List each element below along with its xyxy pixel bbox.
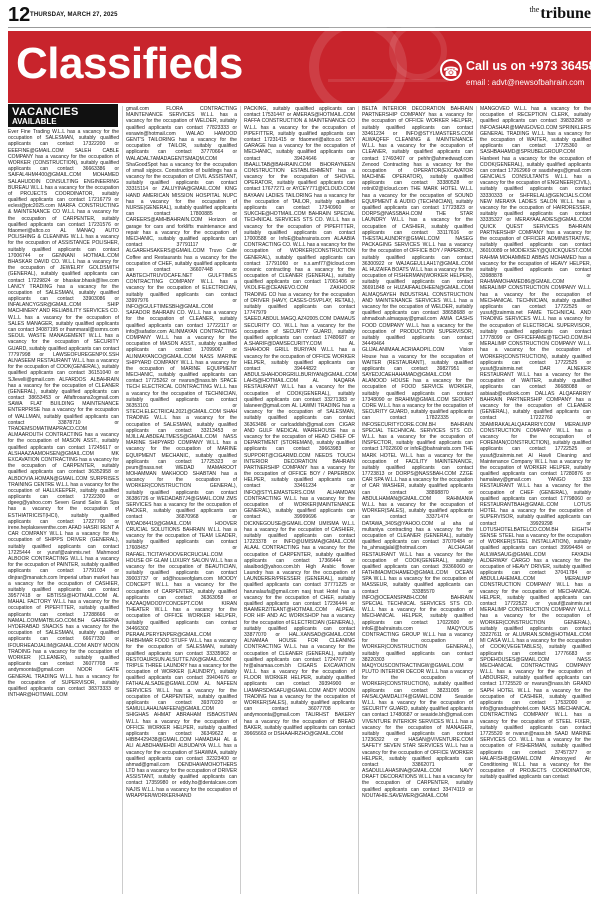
column-divider [240, 106, 241, 894]
listing-column-4 [362, 106, 473, 894]
vacancies-subtitle: AVAILABLE [12, 117, 57, 126]
listing-text: MANGOVEO W.L.L has a vacancy for the occupation of RECEPTION CLERK, suitably qualified applicants can contact 39833298 or INFOASHAR@MANGOVEO.COM SPRINKLERS GENERAL TRADING W.L.L has a vacancy for the occupation of WAITER, suitably qualified applicants can contact 17725360 or SASHBAHAMD@SPRUBELGROUP.COM Hanbeet has a vacancy for the occupation of COOK(GENERAL), suitably qualified applicants can contact 17262969 or saudshegs@gmail.com GENCIALS CONSULTANTS W.L.L has a vacancy for the occupation of ENGINEER(CIVIL), suitably qualified applicants can contact 33330333 or SHFRELALI@GENCIALS.COM NEW MERAYA LADIES SALON W.L.L has a vacancy for the occupation of HAIRDRESSER, suitably qualified applicants can contact 33335327 or MERAYAALADIES@GMAIL.COM QUICK QUEST SERVICES BAHRAIN PARTNERSHIP COMPANY has a vacancy for the occupation of OFFICER ADMINISTRATIVE, suitably qualified applicants can contact 36010089 or MODIEXSEY@QUICKQUEST.COM RAHMA MOHAMMED ABBAS MOHAMED has a vacancy for the occupation of HEAVY HELPER, suitably qualified applicants can contact 33988878 or RAHMAMOHAMED86@GMAIL.COM MERALIMP CONSTRUCTION COMPANY W.L.L has a vacancy for the occupation of MECHANICAL TECHNICIAN, suitably qualified applicants can contact 17722525 or yusuf@zainmis.net FAME TECHNICAL AND TRADING SERVICES W.L.L has a vacancy for the occupation of ELECTRICAL SUPERVISOR, suitably qualified applicants can contact 17778099 or OFFICEFAME@TECHO.COM.BH MERALIMP CONSTRUCTION COMPANY W.L.L has a vacancy for the occupation of WORKER(CONSTRUCTION), suitably qualified applicants can contact 17722525 or yusuf@zainmis.net DAR ALNEKER RESTAURANT W.L.L has a vacancy for the occupation of WAITER, suitably qualified applicants can contact 36688088 or asbiaab@outlook.com DALLAS ALQAFARRIY BAHRAIN PARTNERSHIP COMPANY has a vacancy for the occupation of CLEANER (GENERAL), suitably qualified applicants can contact 17222760 or 30AMIRAKALALQAFARRIY.COM MERALIMP CONSTRUCTION COMPANY W.L.L has a vacancy for the occupation of FOREMAN(CONSTRUCTION), suitably qualified applicants can contact 17722525 or yusuf@zainmis.net Al Hawli Cleaning and Maintenance Company W.L.L has a vacancy for the occupation of WORKER HELPER, suitably qualified applicants can contact 17280876 or hamalawy@gmail.com YANGO 333 RESTAURANT W.L.L has a vacancy for the occupation of CHEF (GENERAL), suitably qualified applicants can contact 17798060 or RESTAURANTBAH@GMAIL.COM LOTUS HOTEL has a vacancy for the occupation of SUPERVISOR, suitably qualified applicants can contact 39929298 or LOTUSHOTELBATELCO.COM.BH EIGHTH SENSE STEEL has a vacancy for the occupation of WORKER(STEEL INSTALLATION), suitably qualified applicants can contact 39994484 or AULWASAUG@GMAIL.COM FAYADH ALDERWAY CARGO has a vacancy for the occupation of HEAVY DRIVER, suitably qualified applicants can contact 37041784 or ABDULLAHEMAIL.COM MERALIMP CONSTRUCTION COMPANY W.L.L has a vacancy for the occupation of MECHANICAL HELPER, suitably qualified applicants can contact 17722522 or yusuf@zainmis.net MERALIMP CONSTRUCTION COMPANY W.L.L has a vacancy for the occupation of WORKER(CONSTRUCTION GENERAL), suitably qualified applicants can contact 33227611 or ALUMRAN.SOM@HOTMAIL.COM MI CASA W.L.L has a vacancy for the occupation of COOK(VEGETABLES), suitably qualified applicants can contact 17776683 or SPOEHOUSES@GMAIL.COM NASS MECHANICAL CONTRACTING COMPANY W.L.L has a vacancy for the occupation of LABOURER, suitably qualified applicants can contact 17725520 or nvarun@nass.bh GRAND SAPH HOTEL W.L.L has a vacancy for the occupation of CASHIER, suitably qualified applicants can contact 17532000 or info@grandsaphhotel.com NASS MECHANICAL CONTRACTING COMPANY W.L.L has a vacancy for the occupation of STEEL FIXER, suitably qualified applicants can contact 17725520 or nvarun@nass.bh SAAD MARINE SERVICES CO. W.L.L has a vacancy for the occupation of FISHERMAN, suitably qualified applicants can contact 37457377 or HALAFISH8@GMAIL.COM Almooyyed Air Conditioning W.L.L has a vacancy for the occupation of PROJECTS COORDINATOR, suitably qualified applicants can contact [480, 106, 591, 781]
listing-text: gmail.com FLORA CONTRACTING MAINTENANCE SERVICES W.L.L has a vacancy for the occupation of WELDER, suitably qualified applicants can contact 77823333 or esrawin@hotmail.com WALAD HAMOOD GENT'S TAILORING has a vacancy for the occupation of TAILOR, suitably qualified applicants can contact 37770664 or WALADAL7AMADAGENTSMAQM.COM ShaGoodSpot has a vacancy for the occupation of small sipjocs. Construction of buildings has a vacancy for the occupation of CIVIL ASSISTANT, suitably qualified applicants can contact 33315114 or ZALUYINA@GMAIL.COM KING HAND AMERICAN MISSION HOSPITAL NUPC has a vacancy for the occupation of NURSE(GENERAL), suitably qualified applicants can contact 17800885 or CAREERS@AMHBAHRAIN.COM Horizon oil garage for cars and forklifts maintenance and repair has a vacancy for the occupation of MECHANIC, suitably qualified applicants can contact 37791117 or ALGAREHSAKERS@GMAIL.COM Truvo Cafe Coffee and Restaurants has a vacancy for the occupation of CHEF, suitably qualified applicants can contact 36607448 or AABTECHTRUVOCAFE.NET GULFTIMES CONTRACTING COMPANY W.L.L has a vacancy for the occupation of ELECTRICIAN, suitably qualified applicants can contact 33997976 or INFO@GULFTIMESBH@GMAIL.COM SAFADOR BAHRAIN CO. W.L.L has a vacancy for the occupation of CLEANER, suitably qualified applicants can contact 17722117 or info@safador.com ALINMAYAN CONTRACTING COMPANY W.L.L has a vacancy for the occupation of MASON ASST., suitably qualified applicants can contact 17099067 or ALINMAYANCO@GMAIL.COM NASS MARINE SHIPYARD COMPANY W.L.L has a vacancy for the occupation of MARINE EQUIPMENT MECHANIC, suitably qualified applicants can contact 17725262 or nvarun@nass.bh SPACE TECH ELECTRICAL CONTRACTING W.L.L has a vacancy for the occupation of TECHNICIAN, suitably qualified applicants can contact 36353101 or STECH.ELECTRICAL2021@GMAIL.COM SHAH TRADING W.L.L has a vacancy for the occupation of SALESMAN, suitably qualified applicants can contact 33213453 or MJILLALABDEALTMESS@GMAIL.COM NASS MARINE SHIPYARD COMPANY W.L.L has a vacancy for the occupation of MARINE EQUIPMENT MECHANIC, suitably qualified applicants can contact 17725323 or pvum@nass.net WEDAD MAMAROOT MOHAMMAN MAKHOOD SHABTAN has a vacancy for the occupation of WORKER(CONSTRUCTION GENERAL), suitably qualified applicants can contact 36386726 or WEDADAB7J4@GMAIL.COM ZMS SERVICES has a vacancy for the occupation of PACKER, suitably qualified applicants can contact 36870968 or WIDAD84419@GMAIL.COM HOOVER CRUCIAL SOLUTIONS BAHRAIN W.L.L has a vacancy for the occupation of TEAM LEADER, suitably qualified applicants can contact 17608457 or RAFAEL.TICITAYHOOVERCRUCIAL.COM HOUSE OF GLAM LUXURY SALON W.L.L has a vacancy for the occupation of BEAUTICIAN, suitably qualified applicants can contact 39003737 or sd@houseofglam.com MOODY CONCEPT W.L.L has a vacancy for the occupation of CARPENTER, suitably qualified applicants can contact 36363058 or KAZAAQMOODYCONCEPT.COM KIRAN THEATER W.L.L has a vacancy for the occupation of OFFICE WORKER HELPER, suitably qualified applicants can contact 34466302 or PERAALPERYENPER@GMAIL.COM RHIBHMAR FOOD STUFF W.L.L has a vacancy for the occupation of SALESMAN, suitably qualified applicants can contact 33335962 or RESTOAURSUN.ALSUTTE.NX@GMAIL.COM TRIPLE THREE LAUNDRY has a vacancy for the occupation of WORKER (LAUNDRY), suitably qualified applicants can contact 39404676 or FATHALALSADE@GMAIL.COM AL NAFEEN SERVICES W.L.L has a vacancy for the occupation of CARPENTER, suitably qualified applicants can contact 39370220 or SAMULLAHALNAFEEN@GMAIL.COM SHIGHAS AHMAT ABRAHAM ISBAOSTIAN W.L.L has a vacancy for the occupation of OFFICE WORKER HELPER, suitably qualified applicants can contact 36349622 or HIBB4429438@GMAIL.COM HAMADAH AL & ALI ALABDHAMEHDI ALBUDAIYA W.L.L has a vacancy for the occupation of SHAWMA, suitably qualified applicants can contact 32323400 or ahmad@gmail.com DENDHAIAMOHOTHERS LTD has a vacancy for the occupation of DRIVER ASSISTANT, suitably qualified applicants can contact 17359980 or eddy.ho@dentalcare.com NAJIS W.L.L has a vacancy for the occupation of WRAPPER/WORKER/HAND [126, 106, 237, 799]
banner-title: Classifieds [16, 39, 243, 88]
tribune-logo: $^{the}$tribune [529, 5, 591, 22]
column-divider [476, 106, 477, 894]
masthead [8, 4, 591, 26]
listing-text: Ever Fine Trading W.L.L has a vacancy for the occupation of SALESMAN, suitably qualified applicants can contact 17322200 or EEEFINE@GMAIL.COM SALEH CABLE COMPANY has a vacancy for the occupation of WORKER (CONSTRUCTION), suitably qualified applicants can contact 36663386 or SAIFAL4HM4400@GMAIL.COM MOHAMED SALAHUDDIN CONSULTING ENGINEERING BUREAU W.L.L has a vacancy for the occupation of PROJECTS COORDINATOR, suitably qualified applicants can contact 17216779 or eclesi@ptc2025.com MARFA CONSTRUCTING & MAINTENANCE CO W.L.L has a vacancy for the occupation of CARPENTER, suitably qualified applicants can contact 17231576 or fdaomeri@altco.co AL MANAQ AUTO POLISHING & CLEANING W.L.L has a vacancy for the occupation of ASSISTANCE POLISHER, suitably qualified applicants can contact 17006744 or GENNANI HOTMAIL.COM BHASKAR DAVID CO. W.L.L has a vacancy for the occupation of JEWELRY GOLDSMITH (GENERAL), suitably qualified applicants can contact 17229824 or bhaskar.bhask@live.com LANCY TRADING has a vacancy for the occupation of SALESMAN, suitably qualified applicants can contact 33903086 or INFALANCYGSR@GMAIL.COM SHIP MACHINERY AND RELIABILITY SERVICES CO. W.L.L has a vacancy for the occupation of SALES MANAGER, suitably qualified applicants can contact 34087195 or ihammaral@ssmrs.com SEOUL WASTE MANAGEMENT W.L.L has a vacancy for the occupation of SECURITY GUARD, suitably qualified applicants can contact 77797998 or LAWSEOFUREGENPIX.SSH ALNASEEM RESTAURANT W.L.L has a vacancy for the occupation of COOK(GENERAL), suitably qualified applicants can contact 36151040 or SJlevelli@gmail.com ALFARDOS ALBAHRAIN has a vacancy for the occupation of CLEANER (GENERAL), suitably qualified applicants can contact 38653453 or Alfaftrosans2ogmail.com SAWA FLAT BUILDING MAINTENANCE ENTERPRISE has a vacancy for the occupation of WALLMAN, suitably qualified applicants can contact 33878710 or TRADEMSOMATIMAPRACO.COM ALMAAROUTH CONTRACTING has a vacancy for the occupation of MASON ASST., suitably qualified applicants can contact 17245617 or ALSHAAZAAMOHSEN@GMAIL.COM MK EXCAVATION CONTRACTING has a vacancy for the occupation of CARPENTER, suitably qualified applicants can contact 36352958 or ALBDOVIA.HOMAN@GMAIL.COM SURPRISES TRAINING CENTRE W.L.L has a vacancy for the occupation of HALLKEEPER, suitably qualified applicants can contact 17222300 or dgeeg@yahoo.com Seven Grand Salon & Spa has a vacancy for the occupation of ESTHIATRICIST(HCI), suitably qualified applicants can contact 17227700 or irene.heplakseventhe.com AFAD HASRI RENT A CAR COMPANY W.L.L has a vacancy for the occupation of SHIPPS DRIVER (GENERAL), suitably qualified applicants can contact 17225444 or yunsf@zainmis.net Mahmood ALBOOR CONTRACTING W.L.L has a vacancy for the occupation of PAINTER, suitably qualified applicants can contact 17791034 or dinjrar@manatch.com Imperial urban market has a vacancy for the occupation of CASHIER, suitably qualified applicants can contact 39577418 or EBTISSI@HOTMAIL.COM AL MAHAL FACTORY W.L.L has a vacancy for the occupation of PIPEFITTER, suitably qualified applicants can contact 17288666 or NAMAL.COMMATBLGO.COM.BH GAFEERNA HYDERABAD SNACKS has a vacancy for the occupation of SALESMAN, suitably qualified applicants can contact 66677330 or IFOURHEADJALIM@GMAIL.COM ANDY MOON TRADING has a vacancy for the occupation of WORKER (CLEANER), suitably qualified applicants can contact 36077708 or andymoonta@gmail.com NOOR GATE GENERAL TRADING W.L.L has a vacancy for the occupation of SUPERVISOR, suitably qualified applicants can contact 38373333 or INTHAR@HOTMAIL.COM [8, 129, 119, 699]
date-line: THURSDAY, MARCH 27, 2025 [30, 12, 118, 18]
listing-text: PACKING, suitably qualified applicants can contact 17531447 or AMERAS@HOTMAIL.COM RAFFA CONSTRUCTION & MAINTENANCE CO W.L.L has a vacancy for the occupation of PIPEFITTER, suitably qualified applicants can contact 17231415 or fdaomeri@altco.co SKY GARAGE has a vacancy for the occupation of MECHANIC, suitably qualified applicants can contact 39424646 or IBAALLTAB@BAHRAIN.COM BHORAYNEEN CONSTRUCTION ESTABLISHMENT has a vacancy for the occupation of SHOVEL OPERATOR, suitably qualified applicants can contact 17677271 or AYCEY771@ICLOUD.COM BAYAAN LADIES TAILORING has a vacancy for the occupation of TAILOR, suitably qualified applicants can contact 17340960 or SUKCHE@HOTMAIL.COM BAHRAIN SPECIAL TECHNICAL SERVICES STS CO. W.L.L has a vacancy for the occupation of PIPEFITTER, suitably qualified applicants can contact 17000588 or InfoE@bahrainsts.com ALAABIA CONTRACTING CO. W.L.L has a vacancy for the occupation of WORKER(CONSTRUCTION GENERAL), suitably qualified applicants can contact 17791060 or n.s.amf77@icloud.com oceanic contracting has a vacancy for the occupation of CLEANER (GENERAL), suitably qualified applicants can contact 17061406 or VKOLIFE@CEANEVO.COM ZAKHOOR TRADING CO has a vacancy for the occupation of DRIVER (HAVY, CASES-OSVPLAY, RETAIL), suitably qualified applicants can contact 17747979 or SAEED.ABDUL.MAGQ.AZ42005.COM DAMAUS SECURITY CO. W.L.L has a vacancy for the occupation of SECURITY GUARD, suitably qualified applicants can contact 17480687 or A.SHARIF@DAMSECURITY.COM AL SHAHOOR GRILL BURIYAN W.L.L has a vacancy for the occupation of OFFICE WORKER HELPER, suitably qualified applicants can contact 39444822 or ABDULSHAHOORGRILLBURIYAN@GMAIL.COM LAHS@HOTMAIL.COM AL NAQARA RESTAURANT W.L.L has a vacancy for the occupation of COOK(GENERAL), suitably qualified applicants can contact 33271383 or lalaneer@gmail.com AL LAWMI TRADING has a vacancy for the occupation of SALESMAN, suitably qualified applicants can contact 36363486 or carlcaddish@gmail.com CIGAR AND GULF MEDICAL WAREHOUSE has a vacancy for the occupation of HEAD CHIEF OF DEPARTMENT (STOREMAN), suitably qualified applicants can contact 39663983 or SUPPORT@CIGARMD.COM NEEDS TOUCH INTERIOR DECORATION BAHRAIN PARTNERSHIP COMPANY has a vacancy for the occupation of OFFICE BOY / PAPERBOX HELPER, suitably qualified applicants can contact 33461234 or INFO@STYLEMASTERS.COM ALHAMDAN CONTRACTING W.L.L has a vacancy for the occupation of WORKER(MAINTENANCE GENERAL), suitably qualified applicants can contact 39999696 or DICKNEGOUSE@GMAIL.COM UMISMA W.L.L has a vacancy for the occupation of CASHIER, suitably qualified applicants can contact 17223378 or INFO@UMISMA@GMAIL.COM ALAAL CONTRACTING has a vacancy for the occupation of CARPENTER, suitably qualified applicants can contact 17366444 or alaalbod@yahoo.com.bh High Arabic flower Laundry has a vacancy for the occupation of LAUNDERER/PRESSER (GENERAL), suitably qualified applicants can contact 37771225 or harunalaufa@gmail.com nasj trust Hotel has a vacancy for the occupation of CHEF, suitably qualified applicants can contact 17236444 or BAAMERZITEANT@HOTMAIL.COM ALPEAL FOR HIF AND AC WORKSHOP has a vacancy for the occupation of ELECTRICIAN (GENERAL), suitably qualified applicants can contact 33877070 or HAL.XANSAD@GMAIL.COM ALNAMAA HOUSE FOR CLEANING CONTRACTING W.L.L has a vacancy for the occupation of CLEANER (GENERAL), suitably qualified applicants can contact 17247077 or hr@alnamaa.com.bh CIGARS EXCAVATION W.L.L has a vacancy for the occupation of FLOOR WORKER HELPER, suitably qualified applicants can contact 39394900 or LIAMARSDASAFU@GMAIL.COM ANDY MOON TRADING has a vacancy for the occupation of WORKER(SALES), suitably qualified applicants can contact 36077708 or andymoonta@gmail.com TALIRHST BAKERY has a vacancy for the occupation of BREAD BAKER, suitably qualified applicants can contact 39665663 or DSHAAHRZHO@GMAIL.COM [244, 106, 357, 737]
listing-column-3 [244, 106, 355, 894]
column-divider [358, 106, 359, 894]
call-us-line: Call us on +973 36458394 [466, 59, 616, 73]
advert-email: email : advt@newsofbahrain.com [466, 78, 585, 87]
classifieds-banner [8, 31, 616, 103]
vacancies-heading [8, 104, 118, 127]
column-divider [122, 106, 123, 894]
vacancies-title: VACANCIES [12, 106, 79, 118]
listing-column-5 [480, 106, 591, 894]
page-number: 12 [8, 4, 31, 26]
listing-text: BELTA INTERIOR DECORATION BAHRAIN PARTNERSHIP COMPANY has a vacancy for the occupation of OFFICE WORKER HELPER, suitably qualified applicants can contact 33461234 or INFO@STYLMASTERS.COM ALWAQFEF CLEANING & MAINTENANCE W.L.L has a vacancy for the occupation of CLEANER, suitably qualified applicants can contact 17493407 or pehhr@ahmedwaqf.com Zenood Contracting has a vacancy for the occupation of OPERATOR(EXCAVATOR MACHINE OPERATOR), suitably qualified applicants can contact 33380528 or rotini02@icloud.com THE MARK HOTEL W.L.L has a vacancy for the occupation of SOUND EQUIPMENT & AUDIO (TECHNICIAN), suitably qualified applicants can contact 17723823 or DORPS@NASSBAH.COM THE STAR LAUNDRY W.L.L has a vacancy for the occupation of CASHIER, suitably qualified applicants can contact 33117616 or THESTALAUNDRY@GMAIL.COM NASEG PACKAGING SERVICES W.L.L has a vacancy for the occupation of OFFICE BOY / PAPERBOX, suitably qualified applicants can contact 36300922 or WAJAGEULLAH17@GMAIL.COM AL HUZAIFA BOATS W.L.L has a vacancy for the occupation of FISHERMAN(WORKER HELPER), suitably qualified applicants can contact 36691848 or HUZAIFAALDHEEN@GMAIL.COM ALMAQSAYEH INDUSTRIAL CONSTRUCTION AND MAINTENANCE SERVICES W.L.L has a vacancy for the occupation of WELDER, suitably qualified applicants can contact 38658688 or ahmadxah.almaqsay@gmail.com AMIA CASHS FOOD COMPANY W.L.L has a vacancy for the occupation of PRODUCTION SUPERVISOR, suitably qualified applicants can contact 34449464 or GLIJALANIMAALACRIAAOPIL.COM Vision House has a vacancy for the occupation of WAITER (RESTAURANT), suitably qualified applicants can contact 39827951 or SAYEDJCAEHAHAMAD@GMAIL.COM ALANOOD HOUSE has a vacancy for the occupation of FOOD SERVICE WORKER, suitably qualified applicants can contact 17348090 or BRAHIM@GMAIL.COM SEOURY CORE W.L.L has a vacancy for the occupation of SECURITY GUARD, suitably qualified applicants can contact 17822335 or INFOSECURITYCORE.COM.BH BAHRAIN SPECIAL TECHNICAL SERVICES STS CO. W.L.L has a vacancy for the occupation of INSPECTOR, suitably qualified applicants can contact 17022600 or infoE@bahrainsts.com THE MARK HOTEL W.L.L has a vacancy for the occupation of FACILITY MAINTENANCE, suitably qualified applicants can contact 17723813 or DORPS@NASSBAH.COM ZZGE CAR SPA W.L.L has a vacancy for the occupation of CAR WASHER, suitably qualified applicants can contact 38898870 or ABDULHAMAN@GMAIL.COM RAHMANIA W.L.L has a vacancy for the occupation of WORKER(SALES), suitably qualified applicants can contact 33371474 or DATAWA_340S@YAHOO.COM al aha al multaniya contracting has a vacancy for the occupation of CLEANER (GENERAL), suitably qualified applicants can contact 37070484 or hs_ahmaqjalal@hotmail.com ALCHAGM RESTAURANT W.L.L has a vacancy for the occupation of COOK(GENERAL), suitably qualified applicants can contact 39366060 or FATHIMAOMOHAMED@GMAIL.COM OCEAN SPA W.L.L has a vacancy for the occupation of MASSEUR, suitably qualified applicants can contact 33385570 or INFO@OCEANSPABH.COM BAHRAIN SPECIAL TECHNICAL SERVICES STS CO. W.L.L has a vacancy for the occupation of MECHANICAL HELPER, suitably qualified applicants can contact 17022600 or infoE@bahrainsts.com MAQYOUS CONTRACTING GROUP W.L.L has a vacancy for the occupation of WORKER(CONSTRUCTION GENERAL), suitably qualified applicants can contact 38220303 or MAQYOUSCONTRACTINGW@GMAIL.COM PLUTO INTERIOR DECOR W.L.L has a vacancy for the occupation of WORKER(CONSTRUCTION), suitably qualified applicants can contact 38231005 or FAISALQAMDALI74@GMAIL.COM Seaside W.L.L has a vacancy for the occupation of SECURITY GUARD, suitably qualified applicants can contact 17480687 or seaside.bh@gmail.com VIVENTURE INTERIOR SERVICES W.L.L has a vacancy for the occupation of MANAGER, suitably qualified applicants can contact 17236322 or HASAN@VIVENTURE.COM SAFETY SEVEN STAR SERVICES W.L.L has a vacancy for the occupation of OFFICE WORKER HELPER, suitably qualified applicants can contact 33862071 or ASADULLAHASINA@GMAIL.COM NAVY DRAFT DECORATIONS W.L.L has a vacancy for the occupation of CARPENTER, suitably qualified applicants can contact 33474119 or NOUTAHIE.SAVEWER@GMAIL.COM [362, 106, 473, 799]
listing-column-1 [8, 129, 119, 894]
listing-column-2 [126, 106, 237, 894]
phone-icon: ☎ [440, 59, 462, 81]
masthead-rule [8, 27, 591, 28]
